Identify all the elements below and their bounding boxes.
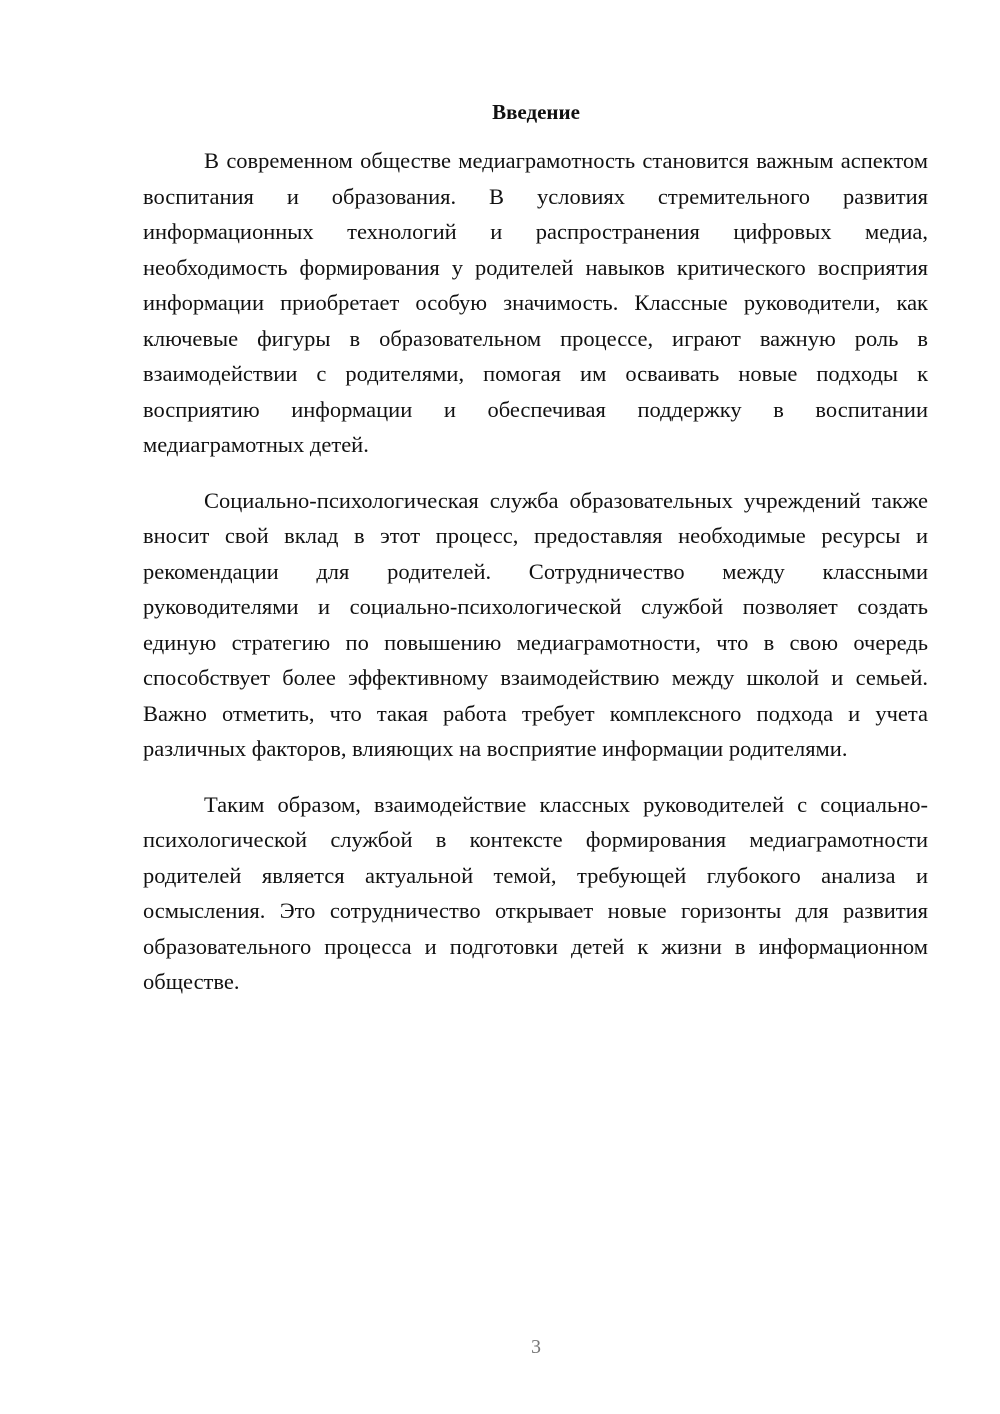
body-text — [143, 143, 928, 1020]
paragraph-3: Таким образом, взаимодействие классных руководителей с социально-психологической службой в контексте формирования медиаграмотности родителей является актуальной темой, требующей глубокого анализа и осмысления. Это сотрудничество открывает новые горизонты для развития образовательного процесса и подготовки детей к жизни в информационном обществе. — [143, 791, 928, 994]
page-title: Введение — [492, 100, 580, 124]
page-number: 3 — [531, 1336, 541, 1358]
paragraph-2: Социально-психологическая служба образовательных учреждений также вносит свой вклад в этот процесс, предоставляя необходимые ресурсы и рекомендации для родителей. Сотрудничество между классными руководителями и социально-психологической службой позволяет создать единую стратегию по повышению медиаграмотности, что в свою очередь способствует более эффективному взаимодействию между школой и семьей. Важно отметить, что такая работа требует комплексного подхода и учета различных факторов, влияющих на восприятие информации родителями. — [143, 487, 928, 761]
paragraph-1: В современном обществе медиаграмотность становится важным аспектом воспитания и образования. В условиях стремительного развития информационных технологий и распространения цифровых медиа, необходимость формирования у родителей навыков критического восприятия информации приобретает особую значимость. Классные руководители, как ключевые фигуры в образовательном процессе, играют важную роль в взаимодействии с родителями, помогая им осваивать новые подходы к восприятию информации и обеспечивая поддержку в воспитании медиаграмотных детей. — [143, 148, 928, 457]
